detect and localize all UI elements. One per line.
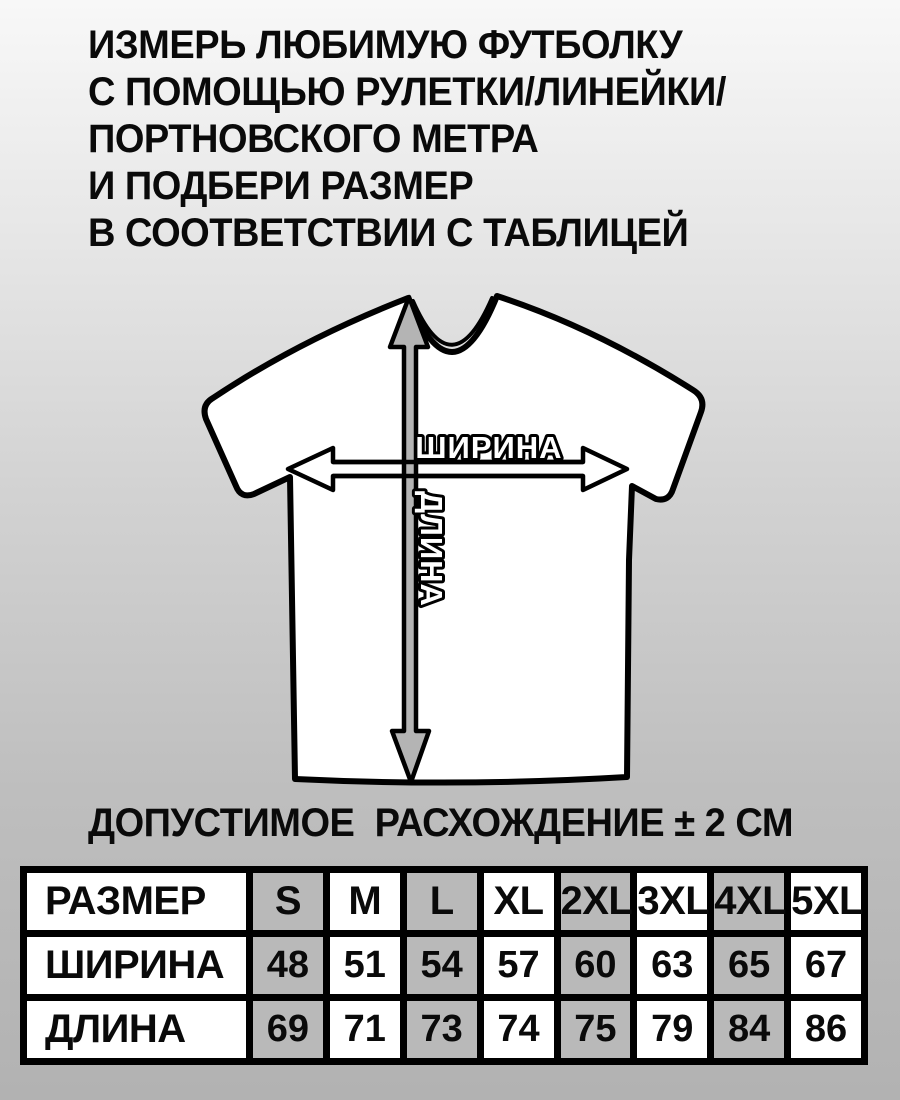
size-value-cell: 51 (326, 934, 403, 998)
size-value-cell: 65 (711, 934, 788, 998)
width-arrow-label: ШИРИНА (415, 430, 563, 465)
heading-line: В СООТВЕТСТВИИ С ТАБЛИЦЕЙ (88, 211, 689, 255)
size-value-cell: 54 (403, 934, 480, 998)
size-column-header: L (403, 870, 480, 934)
size-column-header: 4XL (711, 870, 788, 934)
size-column-header: XL (480, 870, 557, 934)
length-arrow-label: ДЛИНА (414, 491, 449, 607)
measure-row-label: ШИРИНА (24, 934, 250, 998)
size-column-header: S (250, 870, 327, 934)
heading-line: ИЗМЕРЬ ЛЮБИМУЮ ФУТБОЛКУ (88, 23, 683, 67)
size-value-cell: 79 (634, 998, 711, 1062)
size-value-cell: 69 (250, 998, 327, 1062)
size-value-cell: 86 (788, 998, 865, 1062)
tshirt-measure-diagram (170, 282, 730, 797)
size-table-header-row (24, 870, 865, 934)
size-column-header: M (326, 870, 403, 934)
heading-line: ПОРТНОВСКОГО МЕТРА (88, 117, 539, 161)
width-row (24, 934, 865, 998)
size-value-cell: 57 (480, 934, 557, 998)
length-row (24, 998, 865, 1062)
size-value-cell: 63 (634, 934, 711, 998)
size-value-cell: 74 (480, 998, 557, 1062)
heading-text-block (88, 22, 726, 257)
size-value-cell: 48 (250, 934, 327, 998)
size-table-corner-header: РАЗМЕР (24, 870, 250, 934)
size-column-header: 3XL (634, 870, 711, 934)
size-value-cell: 84 (711, 998, 788, 1062)
tshirt-outline (205, 296, 703, 783)
size-value-cell: 73 (403, 998, 480, 1062)
heading-line: С ПОМОЩЬЮ РУЛЕТКИ/ЛИНЕЙКИ/ (88, 70, 726, 114)
size-column-header: 2XL (557, 870, 634, 934)
size-value-cell: 75 (557, 998, 634, 1062)
size-column-header: 5XL (788, 870, 865, 934)
measure-row-label: ДЛИНА (24, 998, 250, 1062)
size-table (20, 866, 868, 1065)
heading-line: И ПОДБЕРИ РАЗМЕР (88, 164, 474, 208)
allowance-note: ДОПУСТИМОЕ РАСХОЖДЕНИЕ ± 2 СМ (88, 801, 794, 845)
size-value-cell: 71 (326, 998, 403, 1062)
size-value-cell: 67 (788, 934, 865, 998)
size-value-cell: 60 (557, 934, 634, 998)
